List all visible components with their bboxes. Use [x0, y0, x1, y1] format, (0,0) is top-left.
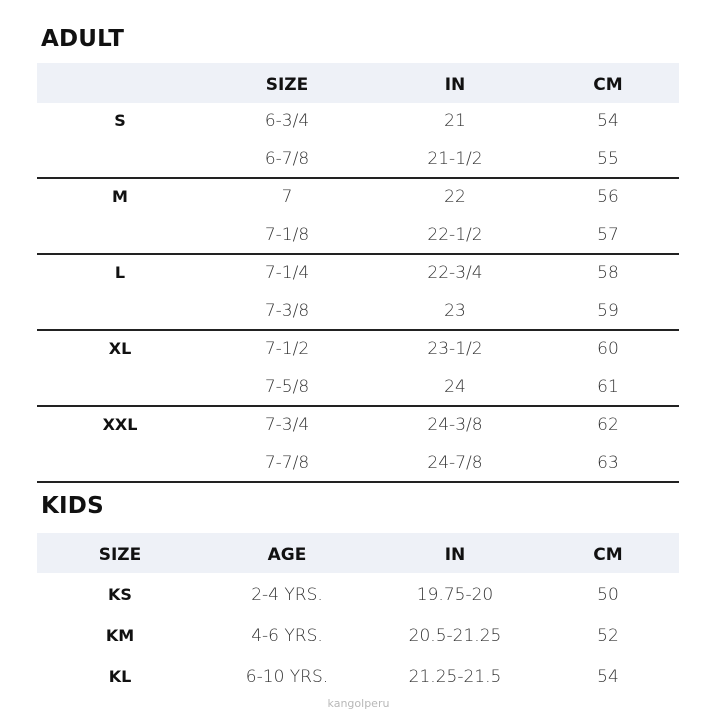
cm-value: 59 — [597, 301, 619, 321]
adult-group-m — [37, 179, 679, 255]
size-value: 6-3/4 — [264, 111, 310, 131]
table-row — [37, 255, 679, 293]
table-row — [37, 141, 679, 177]
in-value: 24-7/8 — [427, 453, 483, 473]
adult-header-cm: CM — [593, 75, 623, 95]
size-value: 7 — [281, 187, 293, 207]
size-value: 7-5/8 — [264, 377, 310, 397]
cm-value: 56 — [597, 187, 619, 207]
kids-header-cm: CM — [593, 545, 623, 565]
table-row — [37, 217, 679, 253]
kids-size-table — [37, 533, 679, 696]
kids-header-age: AGE — [267, 545, 307, 565]
size-label: KL — [108, 667, 132, 686]
adult-size-table — [37, 63, 679, 483]
size-label: KS — [108, 585, 132, 604]
adult-section-title: ADULT — [41, 26, 125, 52]
size-label: KM — [105, 626, 135, 645]
cm-value: 55 — [597, 149, 619, 169]
table-row — [37, 614, 679, 655]
size-label: XXL — [102, 415, 138, 434]
in-value: 23-1/2 — [427, 339, 483, 359]
kids-header-size: SIZE — [98, 545, 142, 565]
table-row — [37, 445, 679, 481]
age-value: 4-6 YRS. — [251, 626, 323, 646]
in-value: 21.25-21.5 — [408, 667, 502, 687]
size-label: S — [114, 111, 126, 130]
size-value: 7-3/8 — [264, 301, 310, 321]
table-row — [37, 655, 679, 696]
in-value: 19.75-20 — [416, 585, 494, 605]
cm-value: 63 — [597, 453, 619, 473]
cm-value: 60 — [597, 339, 619, 359]
size-label: XL — [108, 339, 132, 358]
in-value: 22-3/4 — [427, 263, 483, 283]
age-value: 6-10 YRS. — [245, 667, 329, 687]
table-row — [37, 179, 679, 217]
in-value: 20.5-21.25 — [408, 626, 502, 646]
cm-value: 50 — [597, 585, 619, 605]
size-label: L — [114, 263, 126, 282]
cm-value: 61 — [597, 377, 619, 397]
cm-value: 54 — [597, 111, 619, 131]
in-value: 21 — [444, 111, 466, 131]
size-value: 6-7/8 — [264, 149, 310, 169]
watermark: kangolperu — [327, 697, 390, 710]
in-value: 22-1/2 — [427, 225, 483, 245]
size-value: 7-7/8 — [264, 453, 310, 473]
adult-group-s — [37, 103, 679, 179]
size-label: M — [112, 187, 128, 206]
in-value: 23 — [444, 301, 466, 321]
in-value: 24 — [444, 377, 466, 397]
adult-header-in: IN — [444, 75, 466, 95]
adult-group-xxl — [37, 407, 679, 483]
cm-value: 62 — [597, 415, 619, 435]
table-row — [37, 573, 679, 614]
cm-value: 52 — [597, 626, 619, 646]
in-value: 21-1/2 — [427, 149, 483, 169]
adult-group-xl — [37, 331, 679, 407]
cm-value: 58 — [597, 263, 619, 283]
adult-table-header — [37, 63, 679, 103]
table-row — [37, 331, 679, 369]
in-value: 22 — [444, 187, 466, 207]
in-value: 24-3/8 — [427, 415, 483, 435]
table-row — [37, 103, 679, 141]
size-value: 7-1/8 — [264, 225, 310, 245]
adult-header-size: SIZE — [265, 75, 309, 95]
kids-header-in: IN — [444, 545, 466, 565]
size-value: 7-1/2 — [264, 339, 310, 359]
size-value: 7-1/4 — [264, 263, 310, 283]
cm-value: 54 — [597, 667, 619, 687]
table-row — [37, 407, 679, 445]
adult-group-l — [37, 255, 679, 331]
age-value: 2-4 YRS. — [251, 585, 323, 605]
table-row — [37, 369, 679, 405]
cm-value: 57 — [597, 225, 619, 245]
kids-table-header — [37, 533, 679, 573]
table-row — [37, 293, 679, 329]
size-value: 7-3/4 — [264, 415, 310, 435]
kids-section-title: KIDS — [41, 493, 104, 519]
